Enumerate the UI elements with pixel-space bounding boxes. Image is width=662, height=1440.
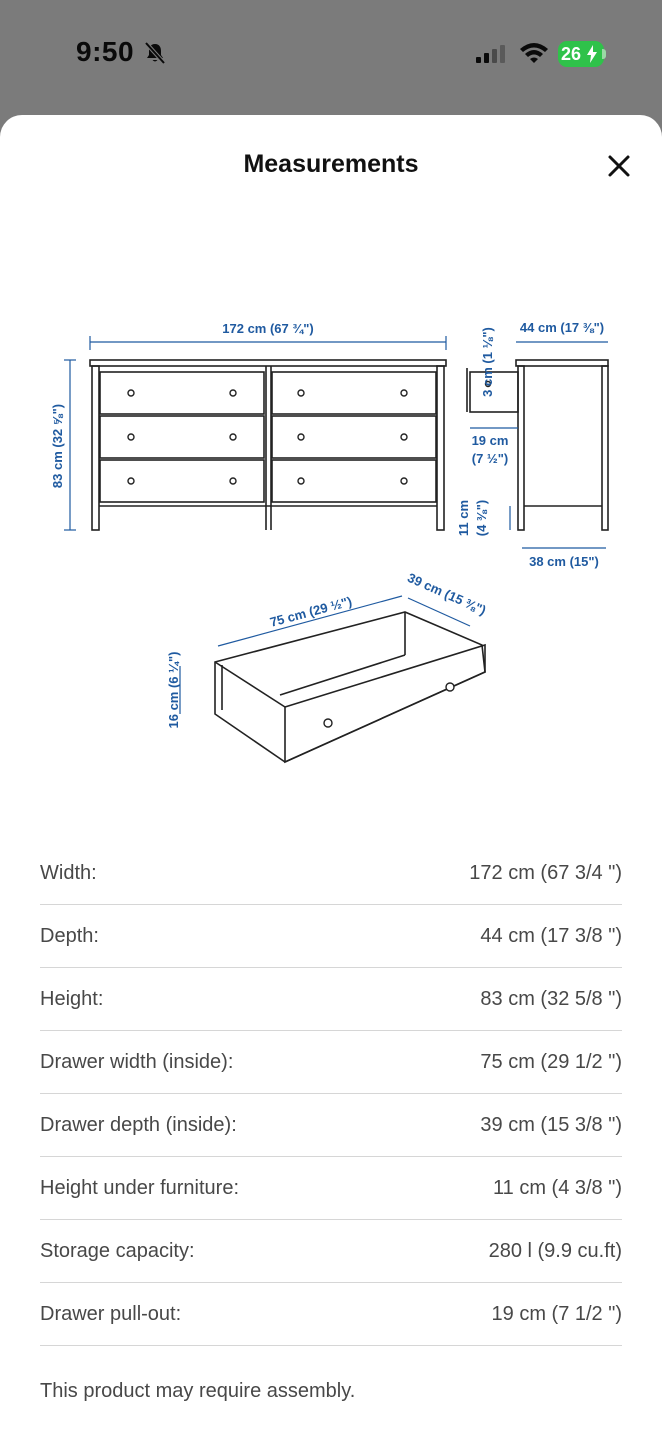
bolt-icon bbox=[586, 45, 598, 63]
wifi-icon bbox=[518, 40, 550, 66]
spec-value: 11 cm (4 3/8 ") bbox=[493, 1177, 622, 1199]
spec-label: Depth: bbox=[40, 925, 99, 947]
dim-side-inner-depth: 38 cm (15") bbox=[529, 554, 599, 569]
spec-value: 39 cm (15 3/8 ") bbox=[480, 1114, 622, 1136]
battery-level: 26 bbox=[561, 44, 582, 64]
dim-drawer-depth: 39 cm (15 ⅜") bbox=[405, 569, 489, 618]
dim-pullout-cm: 19 cm bbox=[471, 433, 509, 448]
dim-drawer-width: 75 cm (29 ½") bbox=[268, 593, 354, 630]
close-icon[interactable] bbox=[600, 147, 638, 185]
spec-value: 280 l (9.9 cu.ft) bbox=[488, 1240, 622, 1262]
dimension-drawing bbox=[40, 300, 640, 780]
spec-row-pullout bbox=[40, 1283, 622, 1346]
spec-value: 19 cm (7 1/2 ") bbox=[491, 1303, 622, 1325]
dim-pullout-in: (7 ½") bbox=[471, 451, 509, 466]
spec-value: 83 cm (32 5/8 ") bbox=[480, 988, 622, 1010]
assembly-note: This product may require assembly. bbox=[40, 1380, 356, 1402]
spec-label: Drawer width (inside): bbox=[40, 1051, 234, 1073]
spec-label: Drawer pull-out: bbox=[40, 1303, 182, 1325]
spec-value: 75 cm (29 1/2 ") bbox=[480, 1051, 622, 1073]
status-bar bbox=[0, 0, 662, 110]
spec-label: Width: bbox=[40, 862, 97, 884]
spec-row-storage bbox=[40, 1220, 622, 1283]
spec-label: Storage capacity: bbox=[40, 1240, 195, 1262]
dim-drawer-height: 16 cm (6 ¼") bbox=[166, 651, 181, 729]
spec-row-drawer-depth bbox=[40, 1094, 622, 1157]
sheet-title: Measurements bbox=[243, 150, 419, 178]
spec-row-drawer-width bbox=[40, 1031, 622, 1094]
cellular-signal-icon bbox=[474, 42, 508, 66]
bell-slash-icon bbox=[142, 40, 168, 66]
dim-clearance-in: (4 ⅜") bbox=[474, 499, 489, 537]
spec-value: 44 cm (17 3/8 ") bbox=[480, 925, 622, 947]
spec-label: Height under furniture: bbox=[40, 1177, 240, 1199]
spec-value: 172 cm (67 3/4 ") bbox=[469, 862, 622, 884]
spec-label: Height: bbox=[40, 988, 104, 1010]
dim-side-depth: 44 cm (17 ⅜") bbox=[519, 320, 605, 335]
battery-nub bbox=[602, 49, 606, 59]
spec-row-width bbox=[40, 842, 622, 905]
status-time: 9:50 bbox=[76, 36, 135, 67]
spec-row-depth bbox=[40, 905, 622, 968]
dim-front-width: 172 cm (67 ¾") bbox=[222, 321, 314, 336]
spec-row-height-under bbox=[40, 1157, 622, 1220]
spec-table bbox=[40, 842, 622, 1346]
dim-clearance-cm: 11 cm bbox=[456, 499, 471, 537]
spec-row-height bbox=[40, 968, 622, 1031]
dim-top-thickness: 3 cm (1 ⅛") bbox=[480, 327, 495, 397]
dim-front-height: 83 cm (32 ⅝") bbox=[50, 403, 65, 489]
spec-label: Drawer depth (inside): bbox=[40, 1114, 237, 1136]
